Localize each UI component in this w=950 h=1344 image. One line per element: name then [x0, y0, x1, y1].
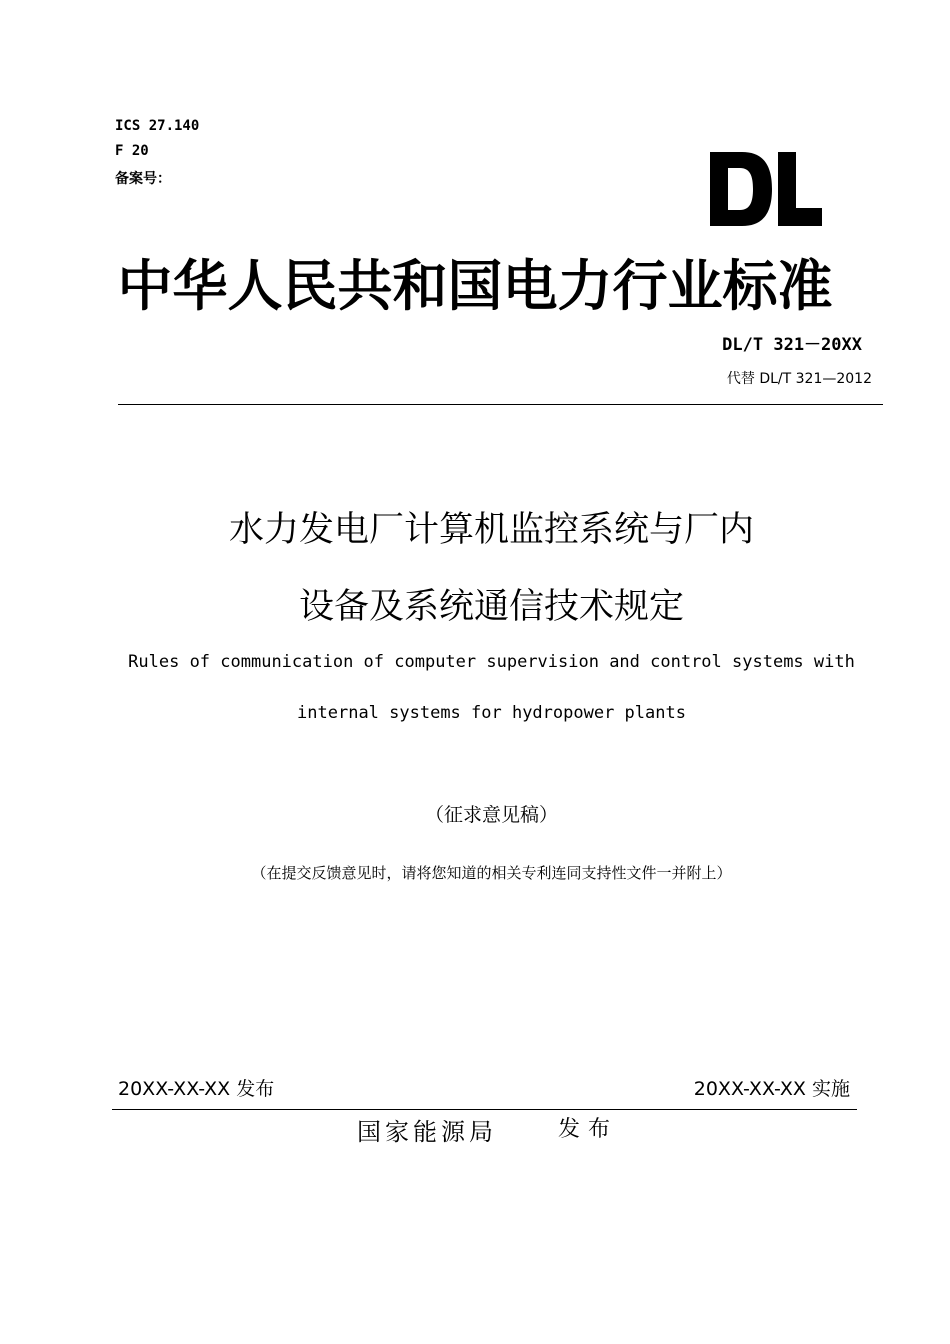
cn-title-line-1: 水力发电厂计算机监控系统与厂内 — [228, 510, 754, 550]
ics-code: ICS 27.140 — [115, 118, 200, 134]
record-number: 备案号： — [115, 171, 171, 187]
standard-number: DL/T 321－20XX — [722, 335, 862, 355]
en-title-line-1: Rules of communication of computer supervision and control systems with — [128, 652, 855, 672]
publish-date: 20XX-XX-XX 发布 — [118, 1078, 275, 1100]
header-divider — [118, 404, 883, 405]
dl-logo — [708, 150, 824, 228]
en-title-line-2: internal systems for hydropower plants — [297, 703, 686, 723]
patent-note: （在提交反馈意见时，请将您知道的相关专利连同支持性文件一并附上） — [251, 864, 732, 882]
cn-title-line-2: 设备及系统通信技术规定 — [298, 587, 684, 627]
issue-label: 发布 — [558, 1117, 619, 1142]
ccs-code: F 20 — [115, 143, 149, 159]
document-main-title: 中华人民共和国电力行业标准 — [117, 254, 833, 318]
issuing-authority: 国家能源局 — [357, 1118, 497, 1146]
replaces-standard: 代替 DL/T 321—2012 — [726, 371, 872, 387]
footer-divider — [112, 1109, 857, 1110]
implement-date: 20XX-XX-XX 实施 — [693, 1078, 850, 1100]
draft-label: （征求意见稿） — [424, 804, 558, 826]
